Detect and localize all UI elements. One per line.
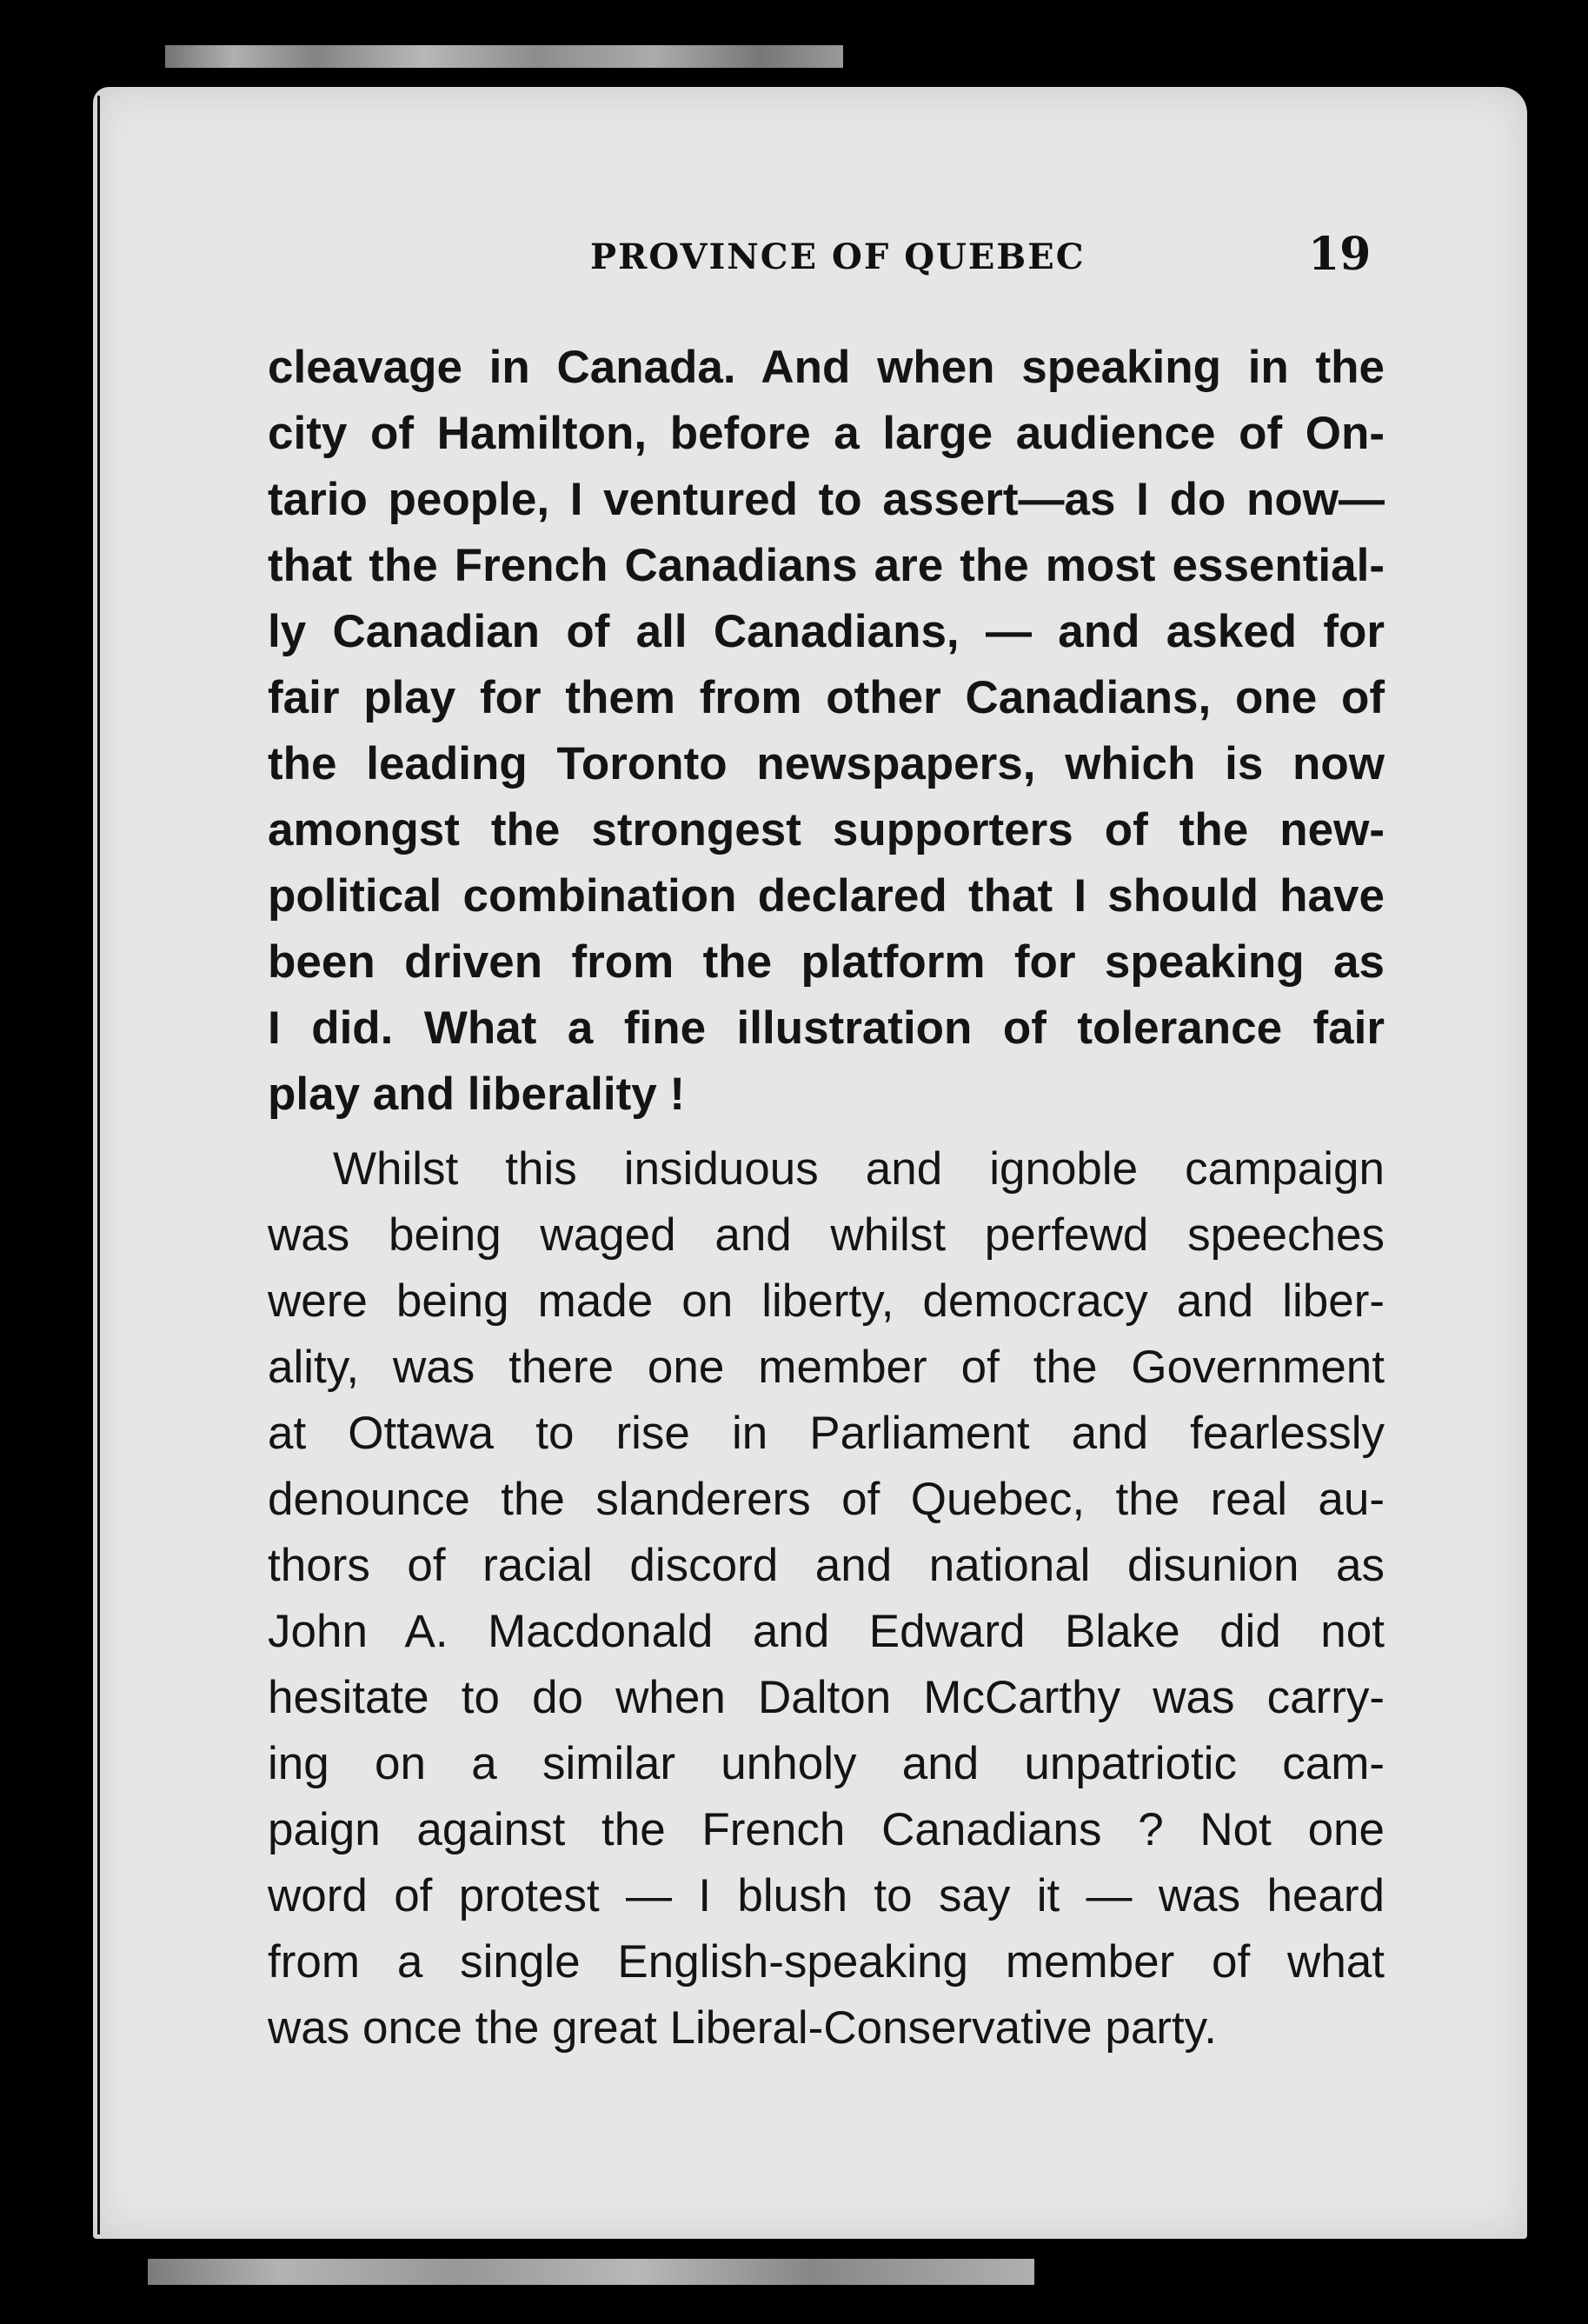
text-line: Whilst this insiduous and ignoble campaign [333, 1143, 1385, 1195]
text-line: ality, was there one member of the Government [268, 1342, 1385, 1393]
text-line: hesitate to do when Dalton McCarthy was carry- [268, 1672, 1385, 1723]
text-line: from a single English-speaking member of what [268, 1936, 1385, 1988]
running-title: PROVINCE OF QUEBEC [590, 236, 1086, 277]
text-line: cleavage in Canada. And when speaking in the [268, 342, 1385, 393]
text-line: political combination declared that I should have [268, 870, 1385, 922]
scan-edge-bottom [148, 2259, 1034, 2285]
text-line: been driven from the platform for speaking as [268, 936, 1385, 988]
text-line: were being made on liberty, democracy and liber- [268, 1275, 1385, 1327]
text-line: word of protest — I blush to say it — was heard [268, 1870, 1385, 1921]
text-line: ing on a similar unholy and unpatriotic cam- [268, 1738, 1385, 1789]
text-line: play and liberality ! [268, 1069, 686, 1120]
scan-edge-top [165, 45, 843, 68]
text-line: at Ottawa to rise in Parliament and fearlessly [268, 1408, 1385, 1459]
body-text [268, 335, 1385, 2061]
text-line: I did. What a fine illustration of tolerance fair [268, 1002, 1385, 1054]
text-line: was once the great Liberal-Conservative party. [268, 2002, 1217, 2054]
text-line: John A. Macdonald and Edward Blake did not [268, 1606, 1385, 1657]
text-line: tario people, I ventured to assert—as I do now— [268, 474, 1385, 525]
text-line: thors of racial discord and national disunion as [268, 1540, 1385, 1591]
paragraph-1 [268, 335, 1385, 1128]
text-line: that the French Canadians are the most essential- [268, 540, 1385, 591]
paragraph-gap [268, 1128, 1385, 1136]
text-line: ly Canadian of all Canadians, — and asked for [268, 606, 1385, 657]
page-gutter-edge [97, 96, 100, 2234]
text-line: amongst the strongest supporters of the new- [268, 804, 1385, 856]
text-line: denounce the slanderers of Quebec, the real au- [268, 1474, 1385, 1525]
text-line: paign against the French Canadians ? Not one [268, 1804, 1385, 1855]
text-line: was being waged and whilst perfewd speeches [268, 1209, 1385, 1261]
page-number: 19 [1308, 228, 1372, 281]
text-line: fair play for them from other Canadians, one of [268, 672, 1385, 723]
text-line: city of Hamilton, before a large audience of On- [268, 408, 1385, 459]
text-line: the leading Toronto newspapers, which is now [268, 738, 1385, 789]
paragraph-2 [268, 1136, 1385, 2061]
